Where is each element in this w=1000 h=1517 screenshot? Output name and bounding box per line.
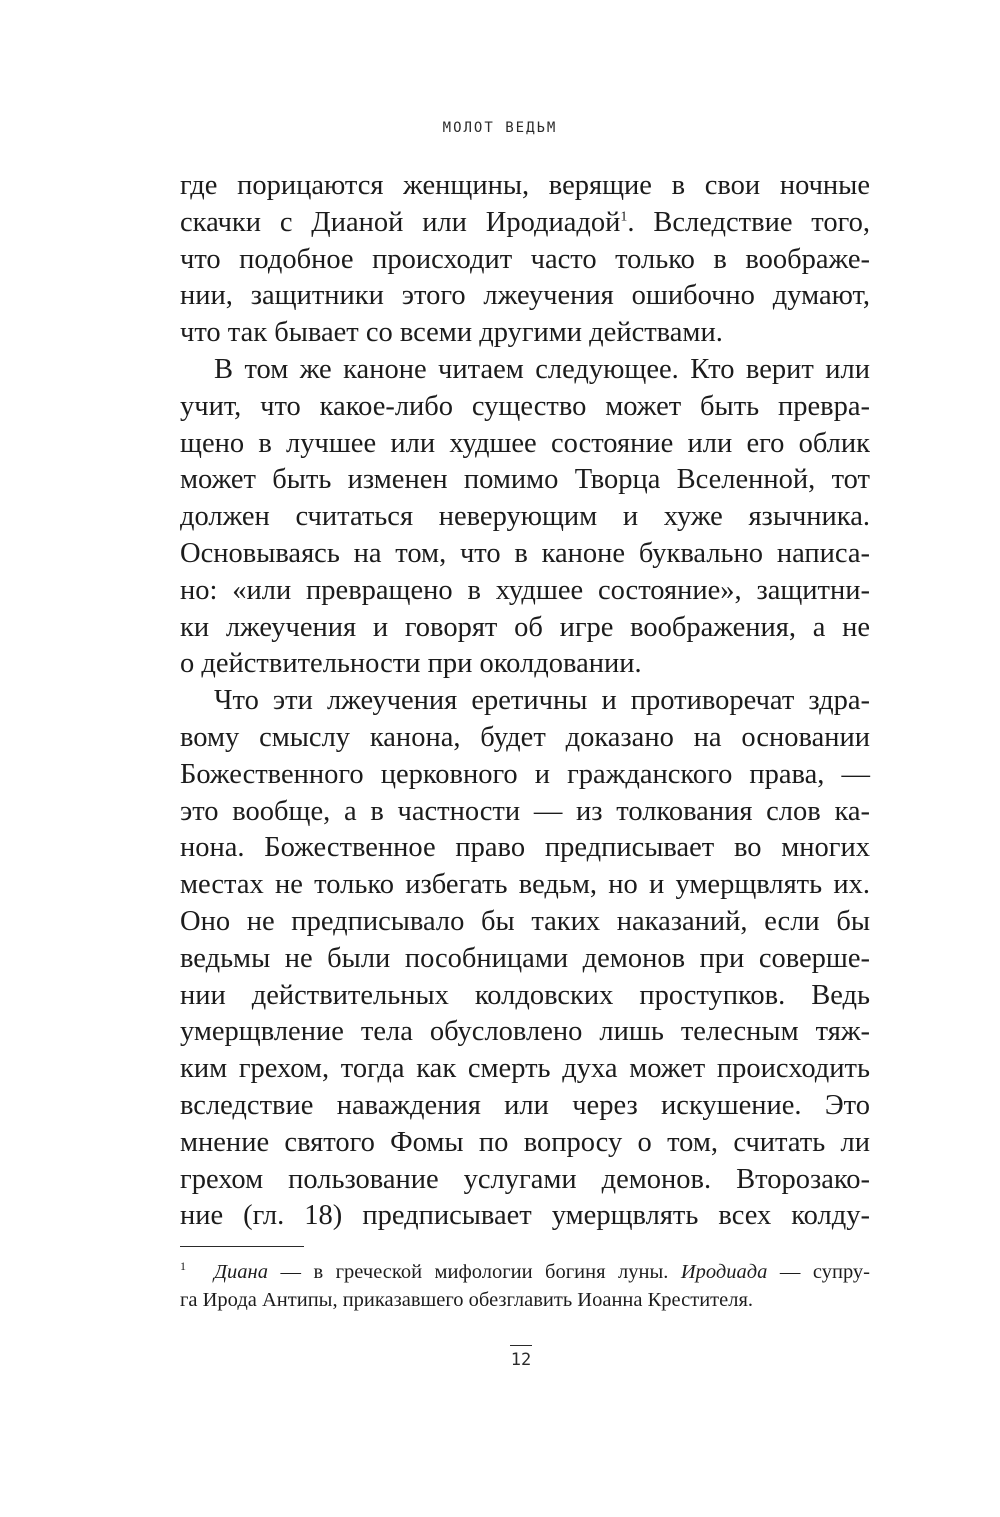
text-line: мнение святого Фомы по вопросу о том, считать ли bbox=[180, 1126, 870, 1158]
text-line: должен считаться неверующим и хуже язычника. bbox=[180, 501, 870, 533]
text-line: Что эти лжеучения еретичны и противоречат здра- bbox=[214, 685, 870, 717]
paragraph-3 bbox=[180, 683, 870, 1235]
footnote-reference: 1 bbox=[620, 209, 628, 225]
text-line: ние (гл. 18) предписывает умерщвлять всех колду- bbox=[180, 1200, 870, 1232]
text-line: Оно не предписывало бы таких наказаний, если бы bbox=[180, 905, 870, 937]
running-head: МОЛОТ ВЕДЬМ bbox=[442, 120, 558, 136]
text-line: грехом пользование услугами демонов. Второзако- bbox=[180, 1163, 870, 1195]
text-line: что так бывает со всеми другими действами. bbox=[180, 317, 723, 349]
text-line: где порицаются женщины, верящие в свои ночные bbox=[180, 170, 870, 201]
footnote-text: га Ирода Антипы, приказавшего обезглавить Иоанна Крестителя. bbox=[180, 1289, 754, 1311]
text-line: ким грехом, тогда как смерть духа может происходить bbox=[180, 1053, 870, 1085]
text-line: о действительности при околдовании. bbox=[180, 648, 642, 680]
page-number-rule bbox=[510, 1345, 532, 1346]
paragraph-1 bbox=[180, 168, 870, 315]
text-line: ведьмы не были пособницами демонов при соверше- bbox=[180, 942, 870, 974]
text-line: скачки с Дианой или Иродиадой bbox=[180, 206, 621, 238]
footnote-divider bbox=[180, 1246, 304, 1247]
page-number: 12 bbox=[510, 1350, 532, 1370]
text-line: Основываясь на том, что в каноне буквально написа- bbox=[180, 537, 870, 569]
main-text bbox=[180, 168, 870, 1235]
footnote-term: Диана bbox=[214, 1261, 268, 1283]
text-line: учит, что какое-либо существо может быть превра- bbox=[180, 390, 870, 422]
text-line: вследствие наваждения или через искушение. Это bbox=[180, 1089, 870, 1121]
text-line: нии действительных колдовских проступков. Ведь bbox=[180, 979, 870, 1011]
footnote-text: — супру- bbox=[767, 1261, 871, 1283]
text-line: ки лжеучения и говорят об игре воображения, а не bbox=[180, 611, 870, 643]
text-line: вому смыслу канона, будет доказано на основании bbox=[180, 721, 870, 753]
text-line: местах не только избегать ведьм, но и умерщвлять их. bbox=[180, 869, 870, 901]
text-line: может быть изменен помимо Творца Вселенной, тот bbox=[180, 464, 870, 496]
text-line: нона. Божественное право предписывает во многих bbox=[180, 832, 870, 864]
footnote-term: Иродиада bbox=[680, 1261, 768, 1283]
text-line: умерщвление тела обусловлено лишь телесным тяж- bbox=[180, 1016, 870, 1048]
footnote-line-1: 1 Диана — в греческой мифологии богиня луны. Иродиада — супру- bbox=[180, 1259, 871, 1283]
text-line: это вообще, а в частности — из толкования слов ка- bbox=[180, 795, 870, 827]
footnote-line-2 bbox=[180, 1286, 870, 1314]
paragraph-1-end bbox=[180, 315, 870, 352]
text-line: В том же каноне читаем следующее. Кто верит или bbox=[214, 353, 870, 385]
text-line: что подобное происходит часто только в воображе- bbox=[180, 243, 870, 275]
text-line: щено в лучшее или худшее состояние или его облик bbox=[180, 427, 870, 459]
paragraph-2-end bbox=[180, 646, 870, 683]
text-line: нии, защитники этого лжеучения ошибочно думают, bbox=[180, 280, 870, 312]
text-line: . Вследствие того, bbox=[627, 206, 870, 238]
footnote bbox=[180, 1258, 870, 1314]
paragraph-2 bbox=[180, 352, 870, 646]
footnote-text: — в греческой мифологии богиня луны. bbox=[267, 1261, 681, 1283]
text-line: Божественного церковного и гражданского права, — bbox=[180, 758, 870, 790]
text-line: но: «или превращено в худшее состояние», защитни- bbox=[180, 574, 870, 606]
